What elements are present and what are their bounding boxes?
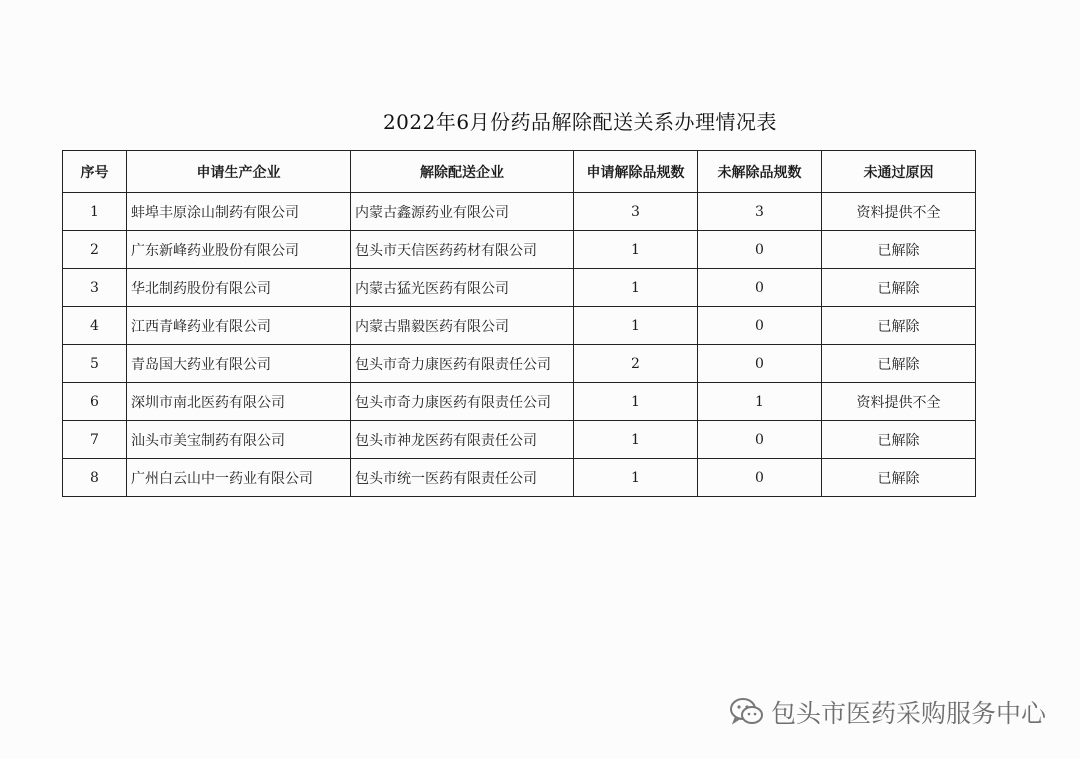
cell-index: 6 <box>63 383 127 421</box>
cell-index: 5 <box>63 345 127 383</box>
drug-distribution-table <box>62 150 976 497</box>
cell-distributor: 内蒙古鼎毅医药有限公司 <box>351 307 574 345</box>
cell-manufacturer: 广东新峰药业股份有限公司 <box>127 231 351 269</box>
cell-manufacturer: 汕头市美宝制药有限公司 <box>127 421 351 459</box>
cell-index: 7 <box>63 421 127 459</box>
cell-index: 1 <box>63 193 127 231</box>
cell-manufacturer: 江西青峰药业有限公司 <box>127 307 351 345</box>
cell-reason: 已解除 <box>822 307 976 345</box>
cell-requested-count: 1 <box>574 269 698 307</box>
cell-reason: 已解除 <box>822 269 976 307</box>
cell-requested-count: 1 <box>574 307 698 345</box>
cell-manufacturer: 青岛国大药业有限公司 <box>127 345 351 383</box>
cell-requested-count: 1 <box>574 231 698 269</box>
header-unresolved-count: 未解除品规数 <box>698 151 822 193</box>
table-row <box>63 193 976 231</box>
cell-distributor: 包头市天信医药药材有限公司 <box>351 231 574 269</box>
cell-index: 3 <box>63 269 127 307</box>
header-requested-count: 申请解除品规数 <box>574 151 698 193</box>
cell-unresolved-count: 0 <box>698 345 822 383</box>
cell-unresolved-count: 0 <box>698 269 822 307</box>
cell-index: 8 <box>63 459 127 497</box>
table-row <box>63 345 976 383</box>
cell-unresolved-count: 1 <box>698 383 822 421</box>
cell-distributor: 包头市统一医药有限责任公司 <box>351 459 574 497</box>
cell-requested-count: 3 <box>574 193 698 231</box>
cell-distributor: 内蒙古猛光医药有限公司 <box>351 269 574 307</box>
cell-reason: 已解除 <box>822 345 976 383</box>
watermark <box>729 694 1046 730</box>
cell-reason: 已解除 <box>822 231 976 269</box>
table-row <box>63 231 976 269</box>
table-row <box>63 421 976 459</box>
cell-manufacturer: 深圳市南北医药有限公司 <box>127 383 351 421</box>
cell-distributor: 内蒙古鑫源药业有限公司 <box>351 193 574 231</box>
cell-requested-count: 1 <box>574 421 698 459</box>
cell-reason: 已解除 <box>822 459 976 497</box>
cell-manufacturer: 广州白云山中一药业有限公司 <box>127 459 351 497</box>
table-row <box>63 383 976 421</box>
table-header-row <box>63 151 976 193</box>
watermark-text: 包头市医药采购服务中心 <box>770 699 1046 728</box>
table-row <box>63 459 976 497</box>
cell-reason: 资料提供不全 <box>822 383 976 421</box>
cell-unresolved-count: 0 <box>698 459 822 497</box>
cell-distributor: 包头市奇力康医药有限责任公司 <box>351 345 574 383</box>
cell-reason: 资料提供不全 <box>822 193 976 231</box>
cell-manufacturer: 蚌埠丰原涂山制药有限公司 <box>127 193 351 231</box>
cell-index: 4 <box>63 307 127 345</box>
header-manufacturer: 申请生产企业 <box>127 151 351 193</box>
cell-requested-count: 1 <box>574 383 698 421</box>
cell-unresolved-count: 3 <box>698 193 822 231</box>
cell-distributor: 包头市神龙医药有限责任公司 <box>351 421 574 459</box>
wechat-icon <box>729 697 765 727</box>
header-distributor: 解除配送企业 <box>351 151 574 193</box>
table-row <box>63 269 976 307</box>
cell-requested-count: 1 <box>574 459 698 497</box>
cell-unresolved-count: 0 <box>698 307 822 345</box>
page-title: 2022年6月份药品解除配送关系办理情况表 <box>382 110 778 134</box>
cell-unresolved-count: 0 <box>698 421 822 459</box>
cell-unresolved-count: 0 <box>698 231 822 269</box>
cell-distributor: 包头市奇力康医药有限责任公司 <box>351 383 574 421</box>
cell-reason: 已解除 <box>822 421 976 459</box>
cell-requested-count: 2 <box>574 345 698 383</box>
cell-index: 2 <box>63 231 127 269</box>
header-reason: 未通过原因 <box>822 151 976 193</box>
table-row <box>63 307 976 345</box>
header-index: 序号 <box>63 151 127 193</box>
cell-manufacturer: 华北制药股份有限公司 <box>127 269 351 307</box>
